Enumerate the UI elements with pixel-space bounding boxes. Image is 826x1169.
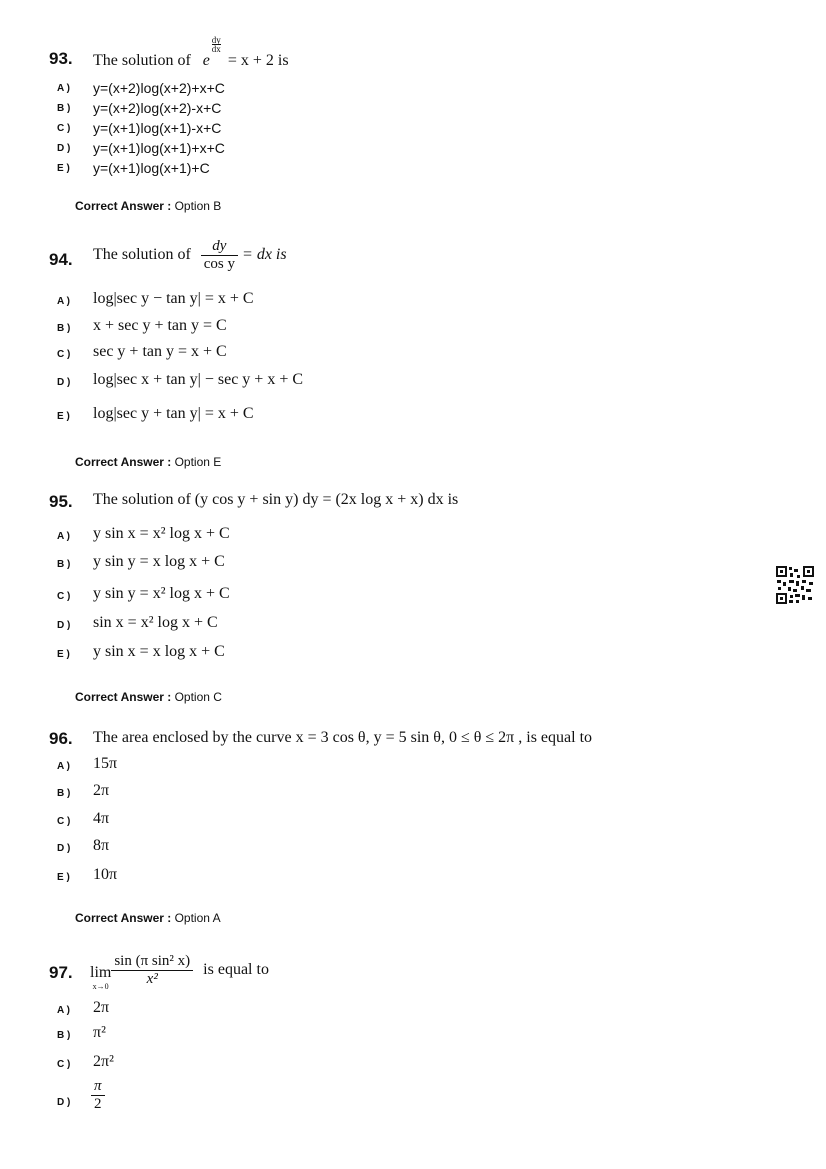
option-e[interactable]: E ) y=(x+1)log(x+1)+C	[57, 160, 210, 176]
option-b[interactable]: B ) y sin y = x log x + C	[57, 553, 225, 570]
correct-answer: Correct Answer : Option B	[75, 199, 222, 213]
correct-answer: Correct Answer : Option C	[75, 690, 222, 704]
math-fraction: $\frac{dy}{\text{cos y}}$	[201, 238, 238, 273]
qr-code-icon	[775, 565, 815, 605]
option-e[interactable]: E ) log|sec y + tan y| = x + C	[57, 405, 254, 422]
question-number: 93.	[49, 49, 73, 68]
option-c[interactable]: C ) sec y + tan y = x + C	[57, 343, 227, 360]
math-fraction: $\frac{\pi}{2}$	[91, 1078, 105, 1113]
question-text: The solution of $\frac{dy}{\text{cos y}}$ = dx is	[93, 238, 287, 272]
option-a[interactable]: A ) 15π	[57, 755, 118, 772]
question-text: The solution of e dy dx = x + 2 is	[93, 35, 289, 69]
option-d[interactable]: D ) sin x = x² log x + C	[57, 614, 218, 631]
question-text: The area enclosed by the curve x = 3 cos θ, y = 5 sin θ, 0 ≤ θ ≤ 2π , is equal to	[93, 729, 593, 746]
option-d[interactable]: D ) y=(x+1)log(x+1)+x+C	[57, 140, 225, 156]
option-e[interactable]: E ) y sin x = x log x + C	[57, 643, 225, 660]
question-number: 97.	[49, 963, 73, 982]
option-c[interactable]: C ) y sin y = x² log x + C	[57, 585, 230, 602]
correct-answer: Correct Answer : Option A	[75, 911, 221, 925]
option-d[interactable]: D ) log|sec x + tan y| − sec y + x + C	[57, 371, 304, 388]
option-d[interactable]: D ) 8π	[57, 837, 110, 854]
correct-answer: Correct Answer : Option E	[75, 455, 222, 469]
option-a[interactable]: A ) log|sec y − tan y| = x + C	[57, 290, 254, 307]
question-number: 94.	[49, 250, 73, 269]
option-b[interactable]: B ) x + sec y + tan y = C	[57, 317, 227, 334]
math-fraction: $\frac{\text{sin (π sin² x)}}{\text{x²}}$	[111, 953, 193, 988]
option-c[interactable]: C ) y=(x+1)log(x+1)-x+C	[57, 120, 222, 136]
math-exponential: e dy dx	[202, 35, 221, 69]
option-e[interactable]: E ) 10π	[57, 866, 118, 883]
limit-operator: lim x→0	[90, 964, 112, 991]
question-text: lim x→0 $\frac{\text{sin (π sin² x)}}{\text{x²}}$ is equal to	[90, 946, 269, 994]
option-a[interactable]: A ) y=(x+2)log(x+2)+x+C	[57, 80, 225, 96]
option-a[interactable]: A ) y sin x = x² log x + C	[57, 525, 230, 542]
question-text: The solution of (y cos y + sin y) dy = (2x log x + x) dx is	[93, 491, 459, 508]
option-d[interactable]: D ) $\frac{\pi}{2}$	[0, 1078, 400, 1124]
option-c[interactable]: C ) 4π	[57, 810, 110, 827]
option-b[interactable]: B ) 2π	[57, 782, 110, 799]
option-b[interactable]: B ) y=(x+2)log(x+2)-x+C	[57, 100, 222, 116]
question-number: 96.	[49, 729, 73, 748]
question-number: 95.	[49, 492, 73, 511]
exponent-fraction: dy dx	[211, 35, 221, 54]
option-c[interactable]: C ) 2π²	[57, 1053, 114, 1070]
option-b[interactable]: B ) π²	[57, 1024, 106, 1041]
option-a[interactable]: A ) 2π	[57, 999, 110, 1016]
